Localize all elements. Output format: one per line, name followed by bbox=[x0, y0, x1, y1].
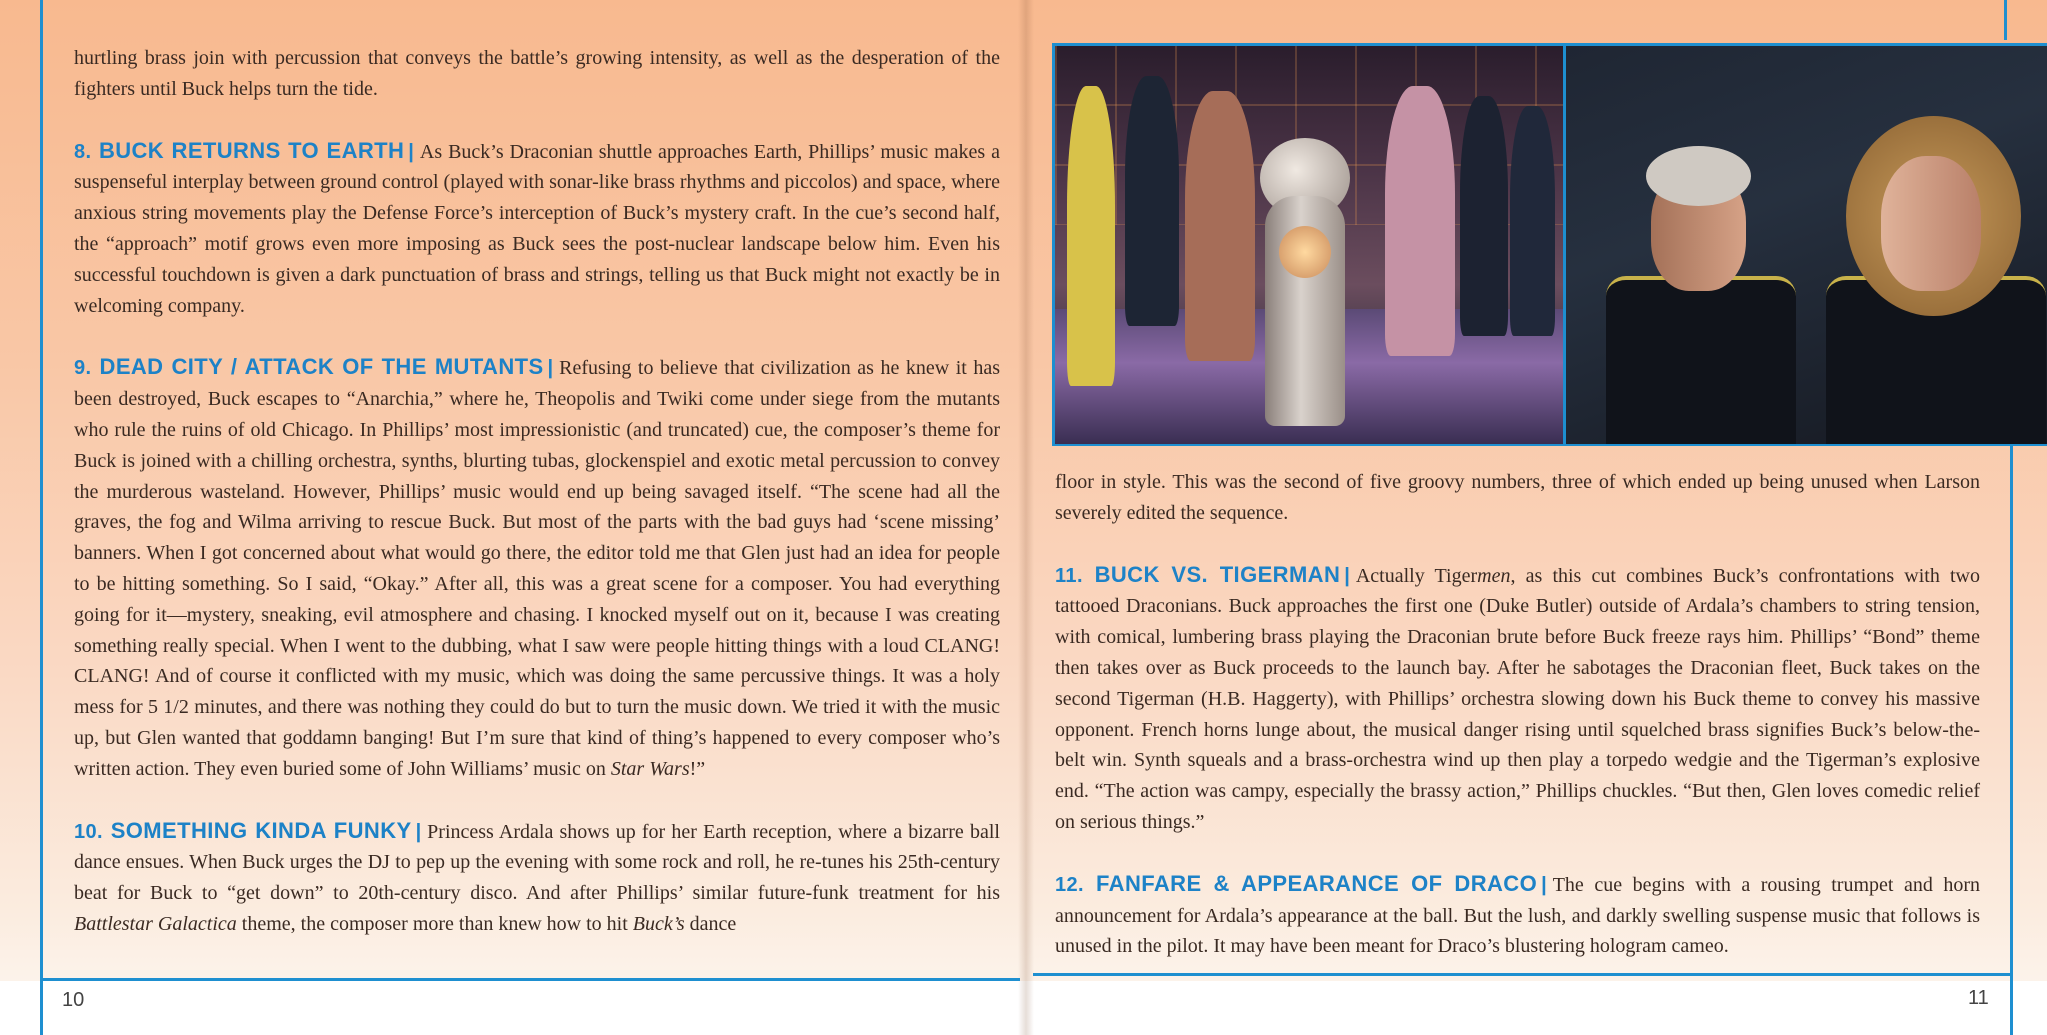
right-margin-rule bbox=[2010, 444, 2013, 1035]
track-12-heading: 12. FANFARE & APPEARANCE OF DRACO bbox=[1055, 870, 1538, 896]
track-8-paragraph: 8. BUCK RETURNS TO EARTH | As Buck’s Draconian shuttle approaches Earth, Phillips’ music makes a suspenseful interplay between ground control (played with sonar-like brass rhythms and piccolos) and space, where anxious string movements play the Defense Force’s interception of Buck’s mystery craft. In the cue’s second half, the “approach” motif grows even more imposing as Buck sees the post-nuclear landscape below him. Even his successful touchdown is given a dark punctuation of brass and strings, telling us that Buck might not exactly be in welcoming company. bbox=[74, 137, 1001, 317]
left-margin-rule bbox=[40, 0, 43, 1035]
left-footer bbox=[0, 981, 1025, 1035]
left-page-number: 10 bbox=[62, 989, 85, 1011]
right-page-number: 11 bbox=[1968, 987, 1989, 1009]
track-9-heading: 9. DEAD CITY / ATTACK OF THE MUTANTS bbox=[74, 354, 544, 380]
right-text-column bbox=[1055, 467, 1980, 962]
track-8-heading: 8. BUCK RETURNS TO EARTH bbox=[74, 137, 405, 163]
intro-paragraph: hurtling brass join with percussion that conveys the battle’s growing intensity, as well as the desperation of the fighters until Buck helps turn the tide. bbox=[74, 47, 1000, 100]
disco-ball-scene-photo bbox=[1055, 46, 1563, 444]
track-9-paragraph: 9. DEAD CITY / ATTACK OF THE MUTANTS | Refusing to believe that civilization as he knew it has been destroyed, Buck escapes to “Anarchia,” where he, Theopolis and Twiki come under siege from the mutants who rule the ruins of old Chicago. In Phillips’ most impressionistic (and truncated) cue, the composer’s theme for Buck is joined with a chilling orchestra, synths, blurting tubas, glockenspiel and exotic metal percussion to convey the murderous wasteland. However, Phillips’ music would end up being savaged itself. “The scene had all the graves, the fog and Wilma arriving to rescue Buck. But most of the parts with the bad guys had ‘scene missing’ banners. When I got concerned about what would go there, the editor told me that Glen just had an idea for people to be hitting something. So I said, “Okay.” After all, this was a great scene for a composer. You had everything going for it—mystery, sneaking, evil atmosphere and chasing. I knocked myself out on it, because I was creating something really special. When I went to the dubbing, what I saw were people hitting things with a loud CLANG! CLANG! And of course it conflicted with my music, which was doing the same percussive things. It was a holy mess for 5 1/2 minutes, and there was nothing they could do but to turn the music down. We tried it with the music up, but Glen wanted that goddamn banging! But I’m sure that kind of thing’s happened to every composer who’s written action. They even buried some of John Williams’ music on Star Wars!” bbox=[74, 354, 1001, 780]
continuation-paragraph: floor in style. This was the second of five groovy numbers, three of which ended up being unused when Larson severely edited the sequence. bbox=[1055, 471, 1980, 524]
track-10-heading: 10. SOMETHING KINDA FUNKY bbox=[74, 817, 412, 843]
left-text-column bbox=[74, 43, 1000, 940]
right-bottom-rule bbox=[1033, 973, 2013, 976]
book-spine bbox=[1018, 0, 1034, 1035]
track-12-paragraph: 12. FANFARE & APPEARANCE OF DRACO | The cue begins with a rousing trumpet and horn announcement for Ardala’s appearance at the ball. But the lush, and darkly swelling suspense music that follows is unused in the pilot. It may have been meant for Draco’s blustering hologram cameo. bbox=[1055, 870, 1981, 958]
draconian-officers-photo bbox=[1566, 46, 2047, 444]
track-10-paragraph: 10. SOMETHING KINDA FUNKY | Princess Ardala shows up for her Earth reception, where a bizarre ball dance ensues. When Buck urges the DJ to pep up the evening with some rock and roll, he re-tunes his 25th-century beat for Buck to “get down” to 20th-century disco. And after Phillips’ similar future-funk treatment for his Battlestar Galactica theme, the composer more than knew how to hit Buck’s dance bbox=[74, 817, 1000, 935]
left-bottom-rule bbox=[40, 978, 1020, 981]
track-11-paragraph: 11. BUCK VS. TIGERMAN | Actually Tigermen, as this cut combines Buck’s confrontations with two tattooed Draconians. Buck approaches the first one (Duke Butler) outside of Ardala’s chambers to string tension, with comical, lumbering brass playing the Draconian brute before Buck freeze rays him. Phillips’ “Bond” theme then takes over as Buck proceeds to the launch bay. After he sabotages the Draconian fleet, Buck takes on the second Tigerman (H.B. Haggerty), with Phillips’ orchestra slowing down his Buck theme to convey his massive opponent. French horns lunge about, the musical danger rising until squelched brass signifies Buck’s below-the-belt win. Synth squeals and a brass-orchestra wind up then play a torpedo wedgie and the Tigerman’s explosive end. “The action was campy, especially the brassy action,” Phillips chuckles. “But then, Glen loves comedic relief on serious things.” bbox=[1055, 561, 1980, 833]
right-top-rule bbox=[2004, 0, 2007, 40]
track-11-heading: 11. BUCK VS. TIGERMAN bbox=[1055, 561, 1341, 587]
right-footer bbox=[1025, 981, 2047, 1035]
